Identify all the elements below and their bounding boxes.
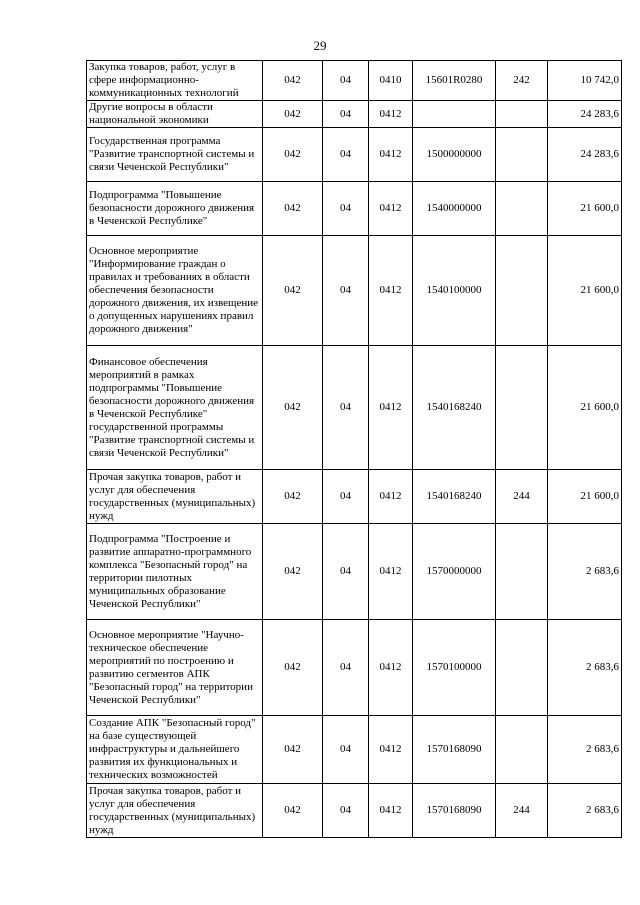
ministry-code-cell: 042 <box>263 182 323 236</box>
target-article-cell: 1570100000 <box>413 620 496 716</box>
amount-cell: 21 600,0 <box>548 182 622 236</box>
table-row <box>87 470 622 524</box>
expense-type-cell <box>496 182 548 236</box>
expense-type-cell: 244 <box>496 784 548 838</box>
section-code-cell: 04 <box>323 128 369 182</box>
section-code-cell: 04 <box>323 236 369 346</box>
item-name-cell: Закупка товаров, работ, услуг в сфере информационно-коммуникационных технологий <box>87 61 263 101</box>
subsection-code-cell: 0412 <box>369 346 413 470</box>
item-name-cell: Государственная программа "Развитие транспортной системы и связи Чеченской Республики" <box>87 128 263 182</box>
ministry-code-cell: 042 <box>263 620 323 716</box>
ministry-code-cell: 042 <box>263 470 323 524</box>
amount-cell: 2 683,6 <box>548 716 622 784</box>
expense-type-cell <box>496 716 548 784</box>
item-name-cell: Финансовое обеспечения мероприятий в рамках подпрограммы "Повышение безопасности дорожного движения в Чеченской Республике" государственной программы "Развитие транспортной системы и связи Чеченской Республики" <box>87 346 263 470</box>
amount-cell: 24 283,6 <box>548 128 622 182</box>
amount-cell: 21 600,0 <box>548 346 622 470</box>
expense-type-cell <box>496 620 548 716</box>
expense-type-cell <box>496 346 548 470</box>
subsection-code-cell: 0412 <box>369 470 413 524</box>
expense-type-cell <box>496 101 548 128</box>
expense-type-cell <box>496 236 548 346</box>
section-code-cell: 04 <box>323 61 369 101</box>
item-name-cell: Основное мероприятие "Информирование граждан о правилах и требованиях в области обеспечения безопасности дорожного движения, их извещение о допущенных нарушениях правил дорожного движения" <box>87 236 263 346</box>
target-article-cell: 15601R0280 <box>413 61 496 101</box>
target-article-cell: 1540100000 <box>413 236 496 346</box>
expense-type-cell: 244 <box>496 470 548 524</box>
section-code-cell: 04 <box>323 620 369 716</box>
table-body <box>87 61 622 838</box>
subsection-code-cell: 0412 <box>369 620 413 716</box>
table-row <box>87 716 622 784</box>
table-row <box>87 524 622 620</box>
amount-cell: 2 683,6 <box>548 784 622 838</box>
subsection-code-cell: 0412 <box>369 524 413 620</box>
target-article-cell: 1540168240 <box>413 470 496 524</box>
ministry-code-cell: 042 <box>263 346 323 470</box>
ministry-code-cell: 042 <box>263 524 323 620</box>
table-row <box>87 784 622 838</box>
item-name-cell: Прочая закупка товаров, работ и услуг для обеспечения государственных (муниципальных) нужд <box>87 470 263 524</box>
target-article-cell: 1540168240 <box>413 346 496 470</box>
ministry-code-cell: 042 <box>263 128 323 182</box>
amount-cell: 10 742,0 <box>548 61 622 101</box>
section-code-cell: 04 <box>323 470 369 524</box>
ministry-code-cell: 042 <box>263 61 323 101</box>
target-article-cell: 1570168090 <box>413 716 496 784</box>
amount-cell: 21 600,0 <box>548 236 622 346</box>
ministry-code-cell: 042 <box>263 784 323 838</box>
subsection-code-cell: 0412 <box>369 101 413 128</box>
ministry-code-cell: 042 <box>263 101 323 128</box>
section-code-cell: 04 <box>323 716 369 784</box>
section-code-cell: 04 <box>323 784 369 838</box>
subsection-code-cell: 0410 <box>369 61 413 101</box>
budget-table <box>86 60 622 838</box>
table-row <box>87 128 622 182</box>
expense-type-cell: 242 <box>496 61 548 101</box>
table-row <box>87 101 622 128</box>
amount-cell: 2 683,6 <box>548 524 622 620</box>
subsection-code-cell: 0412 <box>369 236 413 346</box>
amount-cell: 21 600,0 <box>548 470 622 524</box>
page-number: 29 <box>313 38 327 53</box>
target-article-cell: 1540000000 <box>413 182 496 236</box>
table-row <box>87 182 622 236</box>
amount-cell: 24 283,6 <box>548 101 622 128</box>
item-name-cell: Подпрограмма "Построение и развитие аппаратно-программного комплекса "Безопасный город" на территории пилотных муниципальных образование Чеченской Республики" <box>87 524 263 620</box>
table-row <box>87 236 622 346</box>
ministry-code-cell: 042 <box>263 236 323 346</box>
section-code-cell: 04 <box>323 101 369 128</box>
section-code-cell: 04 <box>323 182 369 236</box>
item-name-cell: Прочая закупка товаров, работ и услуг для обеспечения государственных (муниципальных) нужд <box>87 784 263 838</box>
section-code-cell: 04 <box>323 346 369 470</box>
target-article-cell: 1500000000 <box>413 128 496 182</box>
table-row <box>87 346 622 470</box>
target-article-cell <box>413 101 496 128</box>
amount-cell: 2 683,6 <box>548 620 622 716</box>
item-name-cell: Создание АПК "Безопасный город" на базе существующей инфраструктуры и дальнейшего развития их функциональных и технических возможностей <box>87 716 263 784</box>
subsection-code-cell: 0412 <box>369 716 413 784</box>
target-article-cell: 1570000000 <box>413 524 496 620</box>
table-row <box>87 61 622 101</box>
ministry-code-cell: 042 <box>263 716 323 784</box>
target-article-cell: 1570168090 <box>413 784 496 838</box>
section-code-cell: 04 <box>323 524 369 620</box>
expense-type-cell <box>496 128 548 182</box>
subsection-code-cell: 0412 <box>369 784 413 838</box>
expense-type-cell <box>496 524 548 620</box>
item-name-cell: Подпрограмма "Повышение безопасности дорожного движения в Чеченской Республике" <box>87 182 263 236</box>
item-name-cell: Основное мероприятие "Научно-техническое обеспечение мероприятий по построению и развитию сегментов АПК "Безопасный город" на территории Чеченской Республики" <box>87 620 263 716</box>
table-row <box>87 620 622 716</box>
subsection-code-cell: 0412 <box>369 128 413 182</box>
item-name-cell: Другие вопросы в области национальной экономики <box>87 101 263 128</box>
subsection-code-cell: 0412 <box>369 182 413 236</box>
